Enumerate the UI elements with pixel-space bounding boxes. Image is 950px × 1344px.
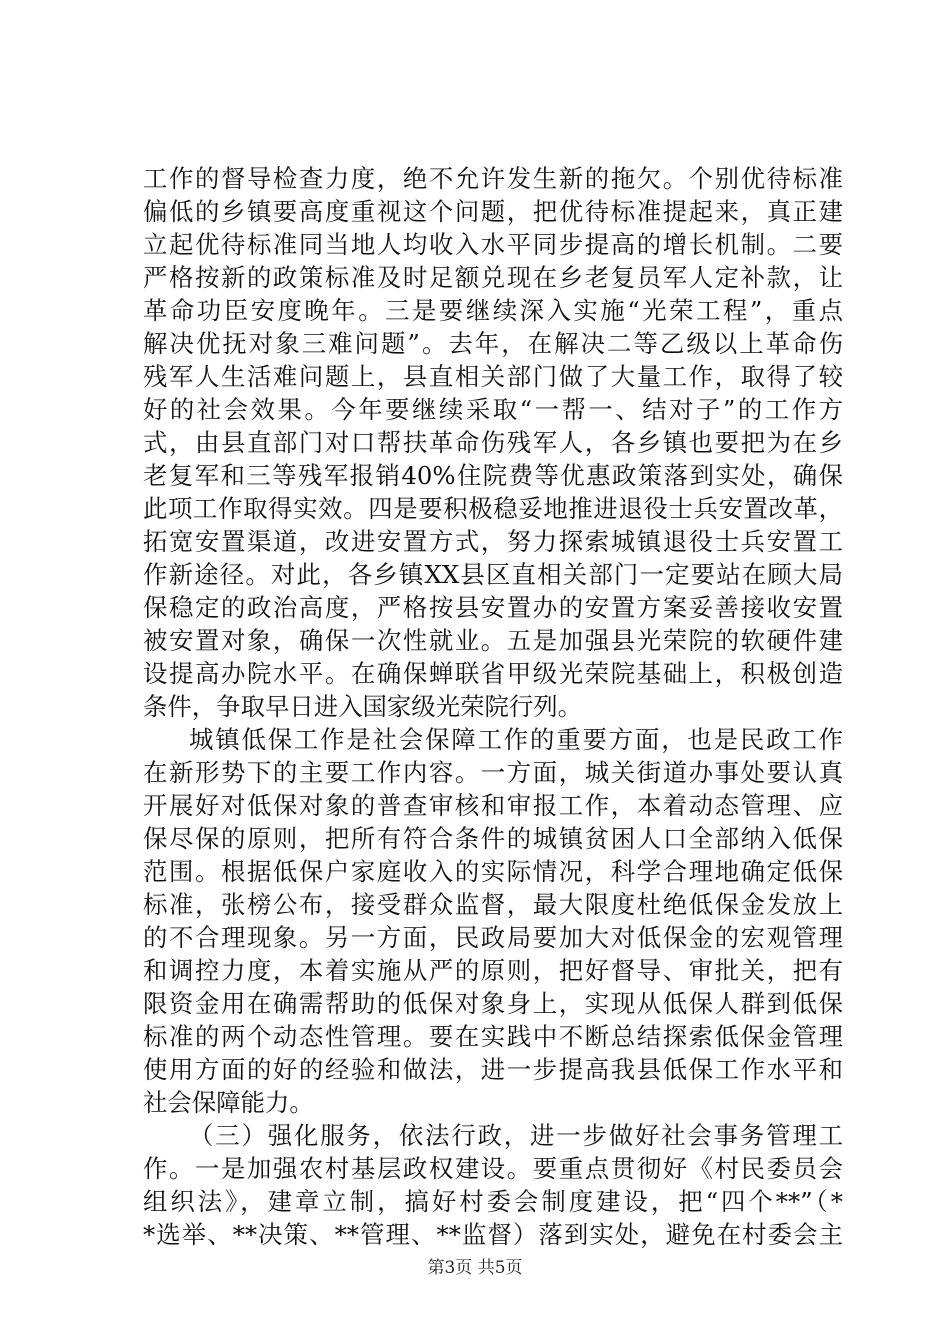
text-line: 条件，争取早日进入国家级光荣院行列。 <box>143 692 583 721</box>
text-line: 保尽保的原则，把所有符合条件的城镇贫困人口全部纳入低保 <box>143 824 843 853</box>
text-line: 拓宽安置渠道，改进安置方式，努力探索城镇退役士兵安置工 <box>143 527 843 556</box>
text-line: *选举、**决策、**管理、**监督）落到实处，避免在村委会主 <box>143 1220 843 1249</box>
text-line: 立起优待标准同当地人均收入水平同步提高的增长机制。二要 <box>143 230 843 259</box>
text-line: 作。一是加强农村基层政权建设。要重点贯彻好《村民委员会 <box>143 1154 843 1183</box>
page-number-footer: 第3页 共5页 <box>427 1258 523 1278</box>
text-line: 在新形势下的主要工作内容。一方面，城关街道办事处要认真 <box>143 758 843 787</box>
text-line: 设提高办院水平。在确保蝉联省甲级光荣院基础上，积极创造 <box>143 659 843 688</box>
text-line: 的不合理现象。另一方面，民政局要加大对低保金的宏观管理 <box>143 923 843 952</box>
text-line: 好的社会效果。今年要继续采取“一帮一、结对子”的工作方 <box>143 395 843 424</box>
text-line: 和调控力度，本着实施从严的原则，把好督导、审批关，把有 <box>143 956 843 985</box>
text-line: 革命功臣安度晚年。三是要继续深入实施“光荣工程”，重点 <box>143 296 843 325</box>
text-line: 标准的两个动态性管理。要在实践中不断总结探索低保金管理 <box>143 1022 843 1051</box>
text-line: 限资金用在确需帮助的低保对象身上，实现从低保人群到低保 <box>143 989 843 1018</box>
section-heading-line: （三）强化服务，依法行政，进一步做好社会事务管理工 <box>189 1121 843 1150</box>
text-line: 范围。根据低保户家庭收入的实际情况，科学合理地确定低保 <box>143 857 843 886</box>
text-line: 使用方面的好的经验和做法，进一步提高我县低保工作水平和 <box>143 1055 843 1084</box>
paragraph-first-line: 城镇低保工作是社会保障工作的重要方面，也是民政工作 <box>189 725 843 754</box>
text-line: 式，由县直部门对口帮扶革命伤残军人，各乡镇也要把为在乡 <box>143 428 843 457</box>
text-line: 社会保障能力。 <box>143 1088 314 1117</box>
text-line: 偏低的乡镇要高度重视这个问题，把优待标准提起来，真正建 <box>143 197 843 226</box>
text-line: 残军人生活难问题上，县直相关部门做了大量工作，取得了较 <box>143 362 843 391</box>
text-line: 保稳定的政治高度，严格按县安置办的安置方案妥善接收安置 <box>143 593 843 622</box>
text-line: 老复军和三等残军报销40%住院费等优惠政策落到实处，确保 <box>143 461 843 490</box>
text-line: 组织法》，建章立制，搞好村委会制度建设，把“四个**”（* <box>143 1187 843 1216</box>
text-line: 工作的督导检查力度，绝不允许发生新的拖欠。个别优待标准 <box>143 164 843 193</box>
text-line: 被安置对象，确保一次性就业。五是加强县光荣院的软硬件建 <box>143 626 843 655</box>
text-line: 严格按新的政策标准及时足额兑现在乡老复员军人定补款，让 <box>143 263 843 292</box>
document-body <box>143 162 843 1251</box>
text-line: 解决优抚对象三难问题”。去年，在解决二等乙级以上革命伤 <box>143 329 843 358</box>
text-line: 此项工作取得实效。四是要积极稳妥地推进退役士兵安置改革， <box>143 494 843 523</box>
text-line: 开展好对低保对象的普查审核和审报工作，本着动态管理、应 <box>143 791 843 820</box>
text-line: 作新途径。对此，各乡镇XX县区直相关部门一定要站在顾大局 <box>143 560 843 589</box>
text-line: 标准，张榜公布，接受群众监督，最大限度杜绝低保金发放上 <box>143 890 843 919</box>
